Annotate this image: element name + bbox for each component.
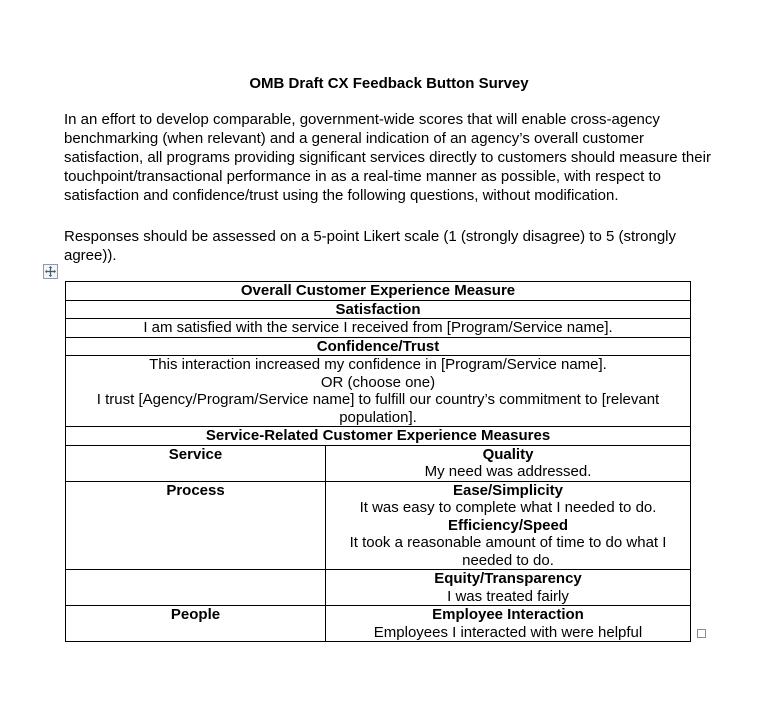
- category-cell-service: Service: [66, 445, 326, 481]
- table-resize-handle-icon[interactable]: [697, 629, 706, 638]
- service-related-header-cell: Service-Related Customer Experience Measures: [66, 427, 691, 446]
- measure-name: Efficiency/Speed: [447, 516, 569, 534]
- document-body: [64, 74, 714, 287]
- category-cell-process: Process: [66, 481, 326, 570]
- table-row: [66, 282, 691, 301]
- table-row: [66, 445, 691, 481]
- confidence-line-1: This interaction increased my confidence in [Program/Service name].: [149, 356, 607, 373]
- measure-name: Equity/Transparency: [434, 570, 582, 587]
- measures-cell-people: [326, 606, 691, 642]
- likert-paragraph: Responses should be assessed on a 5-point Likert scale (1 (strongly disagree) to 5 (strongly agree)).: [64, 228, 676, 264]
- confidence-item-cell: [66, 356, 691, 427]
- survey-table: [65, 281, 691, 642]
- table-row: [66, 337, 691, 356]
- table-row: [66, 300, 691, 319]
- table-move-handle[interactable]: [43, 264, 58, 279]
- overall-header-cell: Overall Customer Experience Measure: [66, 282, 691, 301]
- measure-name: Ease/Simplicity: [452, 481, 564, 499]
- confidence-line-2: OR (choose one): [320, 373, 436, 391]
- measures-cell-process: [326, 481, 691, 570]
- table-row: [66, 319, 691, 338]
- move-icon: [45, 266, 56, 277]
- measure-name: Quality: [482, 445, 534, 463]
- satisfaction-header-cell: Satisfaction: [66, 300, 691, 319]
- measures-cell-equity: [326, 570, 691, 606]
- intro-paragraph: In an effort to develop comparable, government-wide scores that will enable cross-agency benchmarking (when relevant) and a general indication of an agency’s overall customer satisfaction, all programs providing significant services directly to customers should measure their touchpoint/transactional performance in as a real-time manner as possible, with respect to satisfaction and confidence/trust using the following questions, without modification.: [64, 111, 711, 204]
- table-row: [66, 606, 691, 642]
- measure-item: My need was addressed.: [424, 463, 592, 480]
- category-cell-empty: [66, 570, 326, 606]
- document-title: OMB Draft CX Feedback Button Survey: [249, 75, 529, 92]
- confidence-line-3: I trust [Agency/Program/Service name] to fulfill our country’s commitment to [relevant population].: [96, 391, 660, 426]
- measures-cell-service: [326, 445, 691, 481]
- satisfaction-item-cell: I am satisfied with the service I received from [Program/Service name].: [66, 319, 691, 338]
- table-row: [66, 570, 691, 606]
- table-row: [66, 427, 691, 446]
- table-row: [66, 356, 691, 427]
- measure-item: It took a reasonable amount of time to do what I needed to do.: [349, 534, 667, 569]
- measure-item: I was treated fairly: [447, 587, 569, 605]
- category-cell-people: People: [66, 606, 326, 642]
- table-row: [66, 481, 691, 570]
- measure-name: Employee Interaction: [432, 606, 584, 623]
- measure-item: Employees I interacted with were helpful: [373, 623, 643, 641]
- confidence-header-cell: Confidence/Trust: [66, 337, 691, 356]
- measure-item: It was easy to complete what I needed to do.: [359, 499, 657, 516]
